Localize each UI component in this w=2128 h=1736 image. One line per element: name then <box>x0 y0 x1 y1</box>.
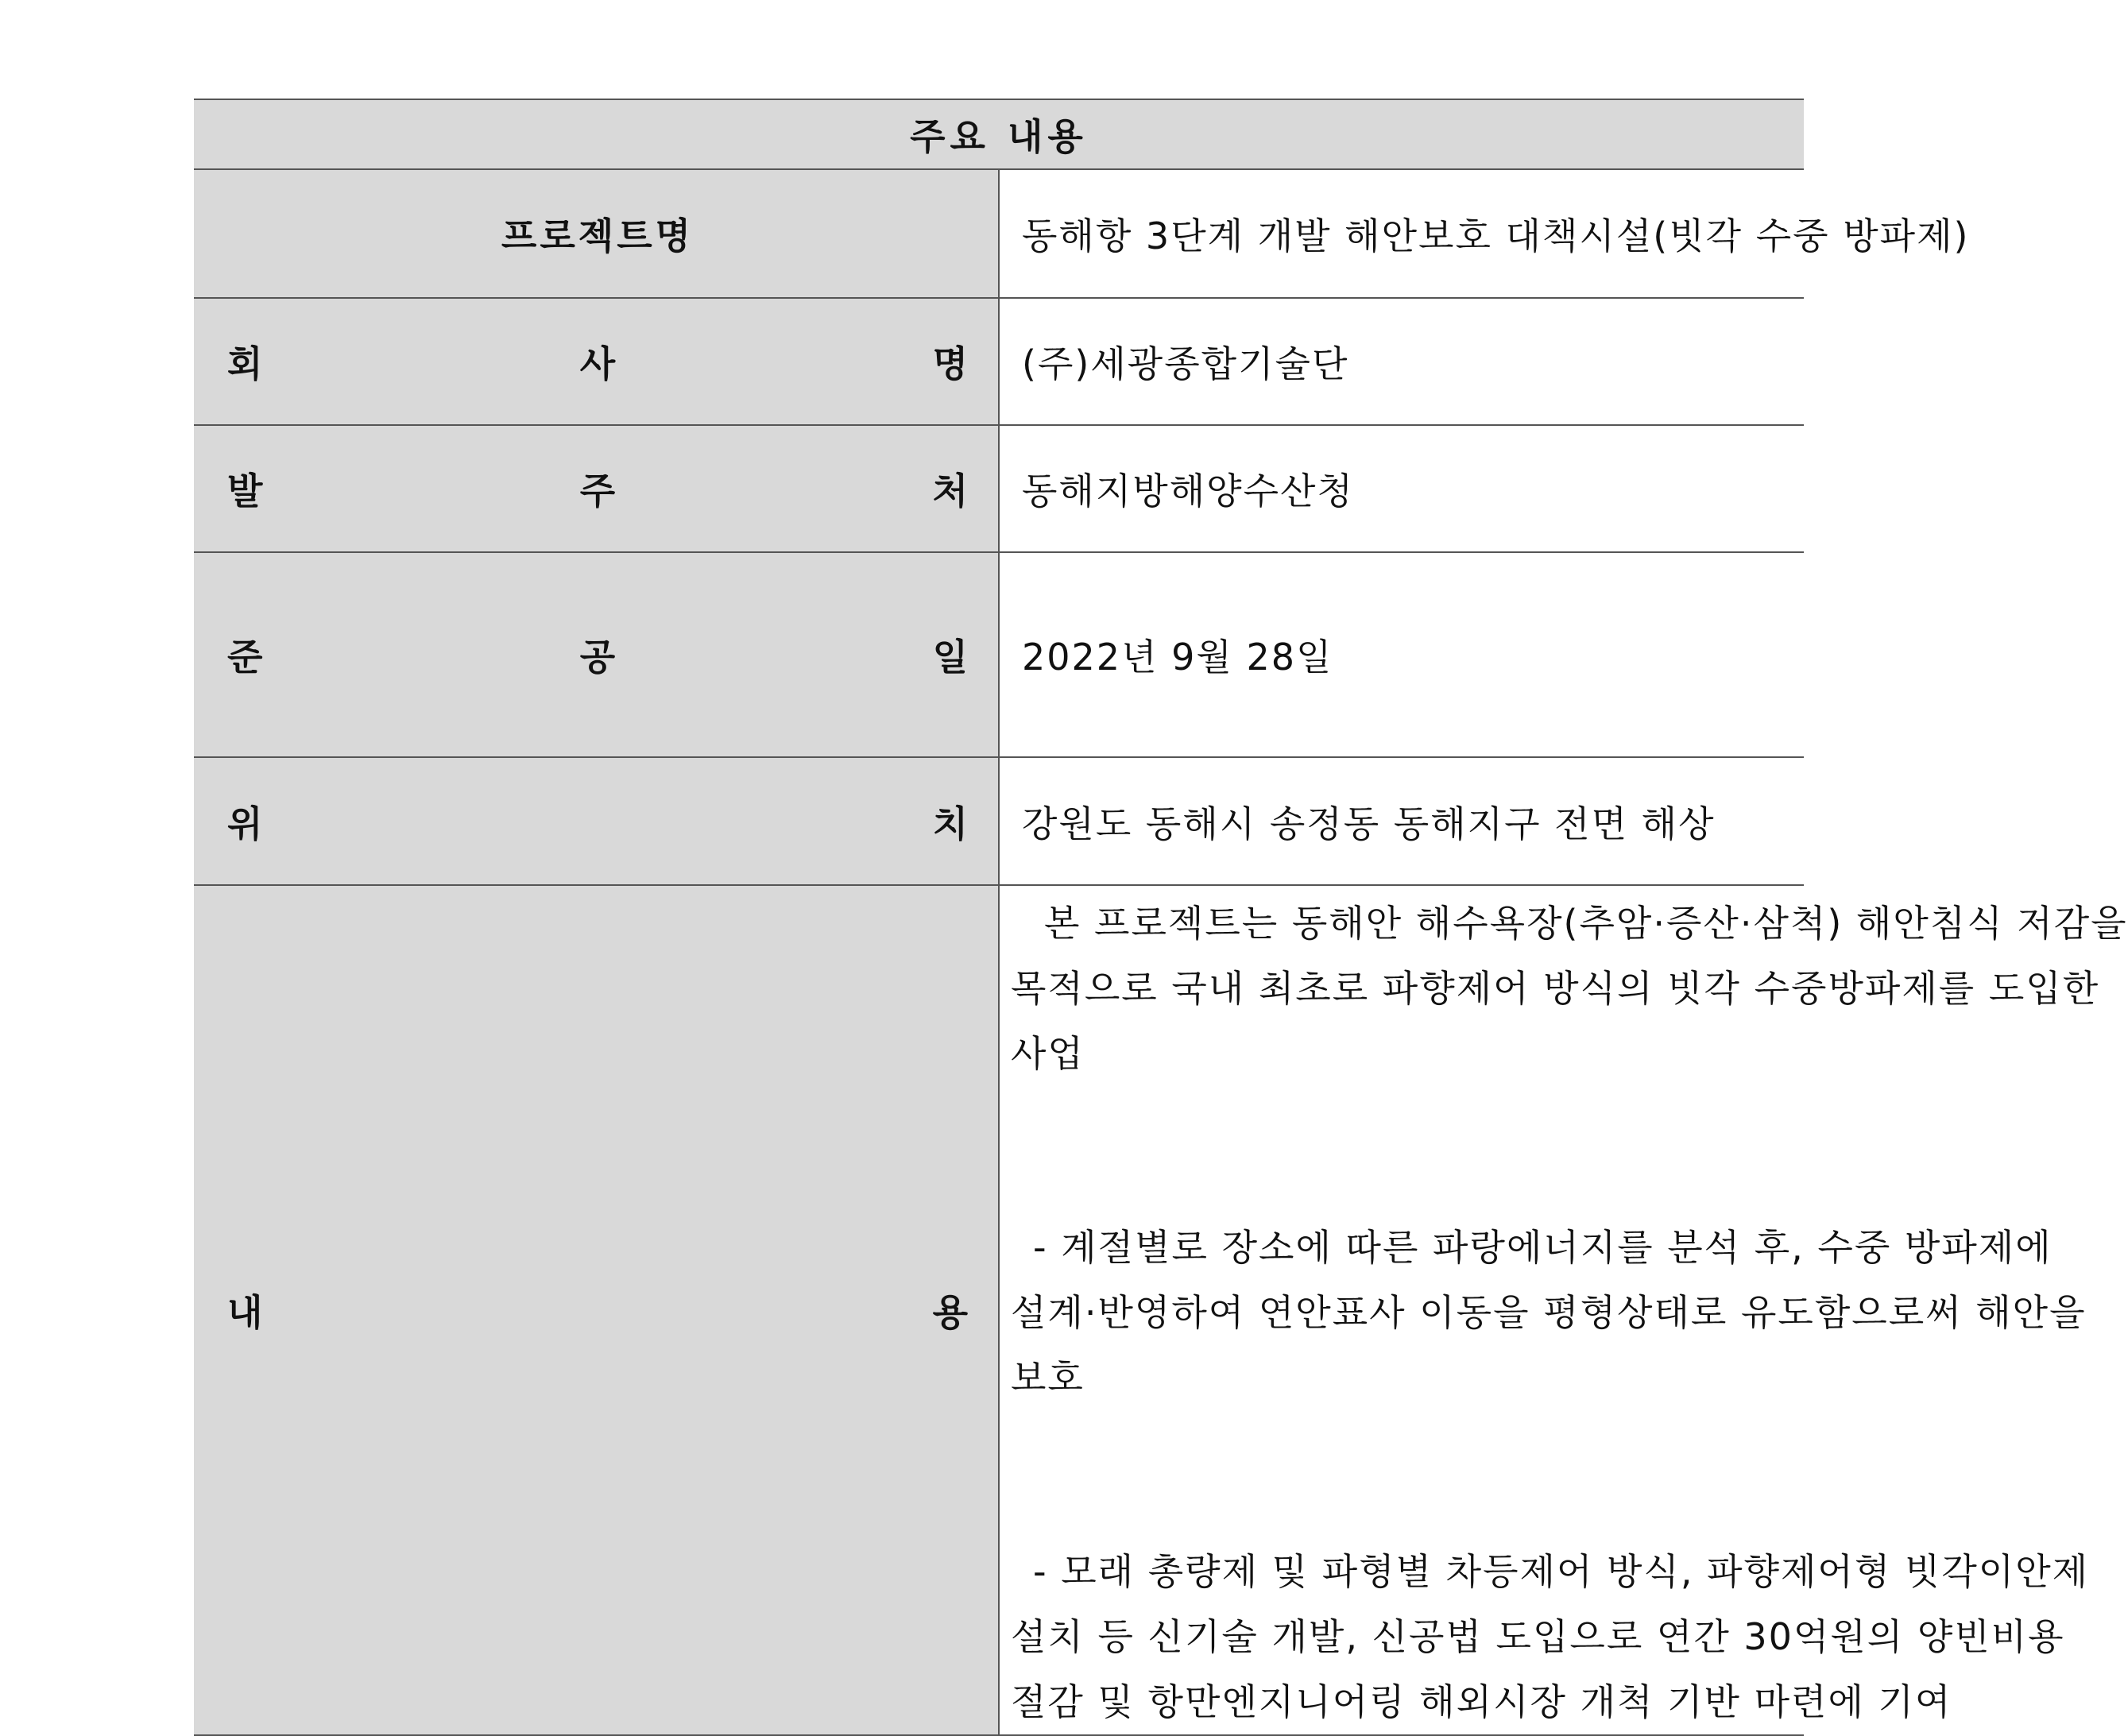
content-bullet-1 <box>1011 1215 2087 1410</box>
table-row-company-name <box>194 298 1804 425</box>
label-text <box>227 628 968 681</box>
content-line: 보호 <box>1011 1356 1085 1399</box>
label-completion-date <box>194 552 999 757</box>
label-char: 회 <box>227 342 263 385</box>
label-char: 내 <box>227 1291 263 1334</box>
label-char: 주 <box>579 470 616 512</box>
label-content <box>194 885 999 1735</box>
label-char: 명 <box>932 342 968 385</box>
content-line: 설치 등 신기술 개발, 신공법 도입으로 연간 30억원의 양빈비용 <box>1011 1615 2065 1658</box>
label-text <box>227 795 968 848</box>
table-header: 주요 내용 <box>194 99 1804 169</box>
table-row-client <box>194 425 1804 552</box>
value-company-name: (주)세광종합기술단 <box>999 298 1804 425</box>
content-line: 절감 및 항만엔지니어링 해외시장 개척 기반 마련에 기여 <box>1011 1680 1952 1723</box>
label-text <box>227 462 968 515</box>
table-row-location <box>194 757 1804 885</box>
label-char: 공 <box>579 636 616 679</box>
content-line: 목적으로 국내 최초로 파향제어 방식의 빗각 수중방파제를 도입한 <box>1011 967 2100 1010</box>
content-line: 본 프로젝트는 동해안 해수욕장(추암·증산·삼척) 해안침식 저감을 <box>1044 902 2128 945</box>
table-header-row <box>194 99 1804 169</box>
label-client <box>194 425 999 552</box>
label-company-name <box>194 298 999 425</box>
label-char: 발 <box>227 470 263 512</box>
project-summary-table <box>194 99 2128 1736</box>
value-project-name: 동해항 3단계 개발 해안보호 대책시설(빗각 수중 방파제) <box>999 169 1804 298</box>
content-intro <box>1011 891 2128 1086</box>
label-location <box>194 757 999 885</box>
label-text: 프로젝트명 <box>501 215 695 257</box>
value-location: 강원도 동해시 송정동 동해지구 전면 해상 <box>999 757 1804 885</box>
label-text <box>227 1284 968 1336</box>
spacer <box>1011 1086 1791 1215</box>
value-client: 동해지방해양수산청 <box>999 425 1804 552</box>
content-line: - 모래 총량제 및 파형별 차등제어 방식, 파향제어형 빗각이안제 <box>1033 1550 2090 1593</box>
label-char: 사 <box>579 342 616 385</box>
spacer <box>1011 1410 1791 1539</box>
content-line: 설계·반영하여 연안표사 이동을 평형상태로 유도함으로써 해안을 <box>1011 1291 2087 1334</box>
content-line: 사업 <box>1011 1032 1085 1075</box>
label-project-name <box>194 169 999 298</box>
table-row-project-name <box>194 169 1804 298</box>
content-line: - 계절별로 장소에 따른 파랑에너지를 분석 후, 수중 방파제에 <box>1033 1226 2053 1269</box>
label-char: 일 <box>932 636 968 679</box>
value-completion-date: 2022년 9월 28일 <box>999 552 1804 757</box>
label-char: 처 <box>932 470 968 512</box>
label-char: 위 <box>227 802 263 845</box>
label-char: 치 <box>932 802 968 845</box>
table-row-completion-date <box>194 552 1804 757</box>
content-bullet-2 <box>1011 1539 2090 1734</box>
label-text <box>227 335 968 388</box>
label-char: 준 <box>227 636 263 679</box>
table-row-content <box>194 885 1804 1735</box>
value-content <box>999 885 2128 1735</box>
label-char: 용 <box>932 1291 968 1334</box>
